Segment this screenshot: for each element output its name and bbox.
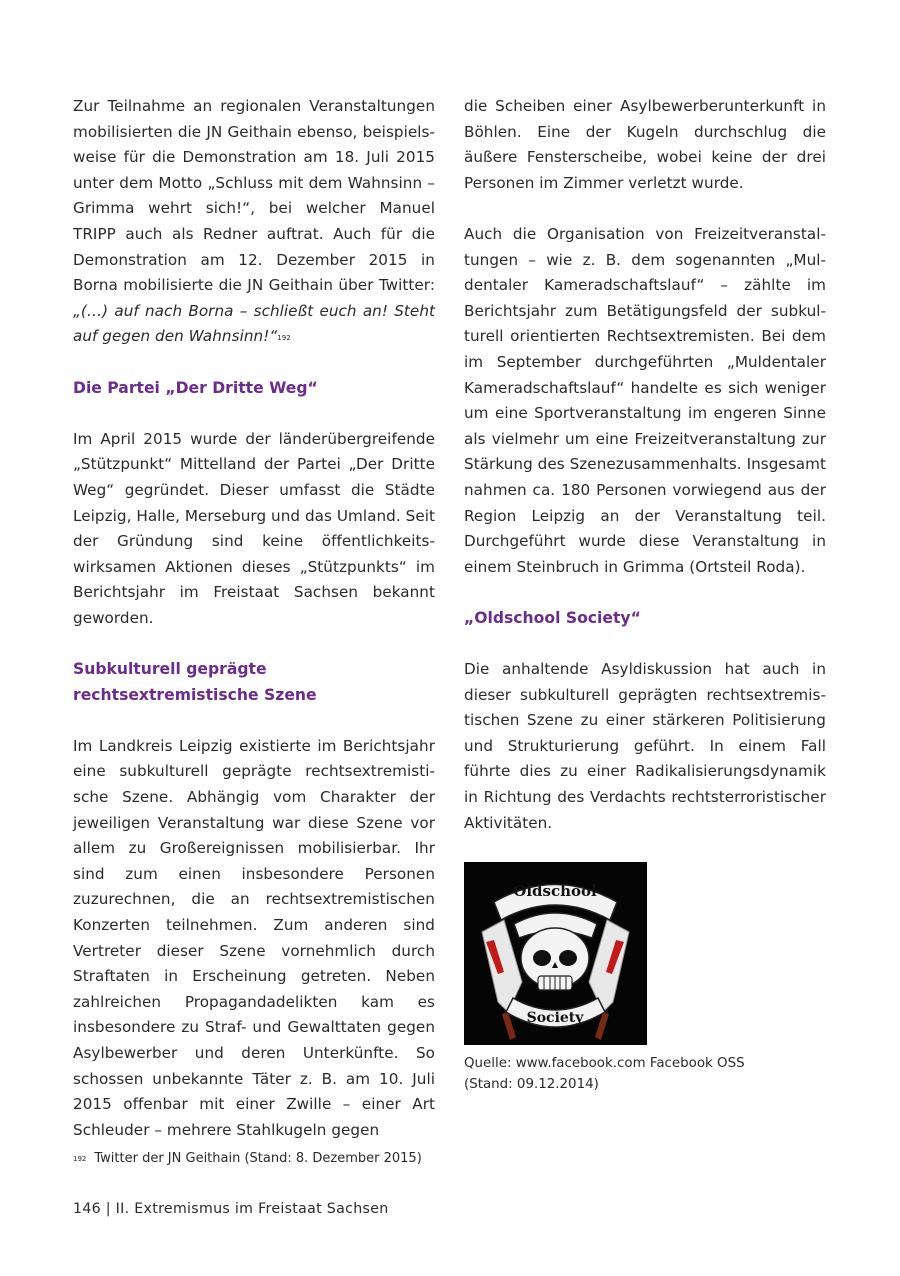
paragraph-dritte-weg: Im April 2015 wurde der länderübergreifende „Stützpunkt“ Mittelland der Partei „Der Dritte Weg“ gegründet. Dieser umfasst die Städte Leipzig, Halle, Merseburg und das Umland. Seit der Gründung sind keine öffentlichkeitswirksamen Aktionen dieses „Stützpunkts“ im Berichtsjahr im Freistaat Sachsen bekannt geworden. <box>73 429 435 627</box>
logo-top-text: Oldschool <box>513 881 597 900</box>
twitter-quote: „(…) auf nach Borna – schließt euch an! Steht auf gegen den Wahnsinn!“ <box>73 301 435 346</box>
heading-subkulturell: Subkulturell geprägte rechtsextremistische Szene <box>73 660 317 704</box>
skull-logo-icon <box>464 862 647 1045</box>
footnote-reference[interactable]: 192 <box>277 334 291 343</box>
footnote <box>73 1150 422 1168</box>
paragraph-jn-geithain <box>73 94 435 350</box>
logo-bottom-text: Society <box>526 1009 584 1026</box>
heading-dritte-weg: Die Partei „Der Dritte Weg“ <box>73 378 318 397</box>
paragraph-text: Zur Teilnahme an regionalen Veranstaltungen mobilisierten die JN Geithain ebenso, beispielsweise für die Demonstration am 18. Juli 2015 unter dem Motto „Schluss mit dem Wahnsinn – Grimma wehrt sich!“, bei welcher Manuel TRIPP auch als Redner auftrat. Auch für die Demonstration am 12. Dezember 2015 in Borna mobilisierte die JN Geithain über Twitter: <box>73 97 435 295</box>
paragraph-boehlen: die Scheiben einer Asylbewerberunterkunft in Böhlen. Eine der Kugeln durchschlug die äußere Fensterscheibe, wobei keine der drei Personen im Zimmer verletzt wurde. <box>464 97 826 192</box>
right-column <box>464 94 826 1096</box>
footnote-text: Twitter der JN Geithain (Stand: 8. Dezember 2015) <box>94 1151 422 1166</box>
page-footer: 146 | II. Extremismus im Freistaat Sachsen <box>73 1201 389 1217</box>
footnote-number: 192 <box>73 1155 87 1163</box>
oss-logo-image <box>464 862 647 1045</box>
heading-oldschool-society: „Oldschool Society“ <box>464 608 641 627</box>
caption-date: (Stand: 09.12.2014) <box>464 1077 599 1093</box>
image-caption <box>464 1053 826 1096</box>
left-column <box>73 94 435 1143</box>
paragraph-kameradschaftslauf: Auch die Organisation von Freizeitveranstaltungen – wie z. B. dem sogenannten „Muldentaler Kameradschaftslauf“ – zählte im Berichtsjahr zum Betätigungsfeld der subkulturell orientierten Rechtsextremisten. Bei dem im September durchgeführten „Muldentaler Kameradschaftslauf“ handelte es sich weniger um eine Sportveranstaltung im engeren Sinne als vielmehr um eine Freizeitveranstaltung zur Stärkung des Szenezusammenhalts. Insgesamt nahmen ca. 180 Personen vorwiegend aus der Region Leipzig an der Veranstaltung teil. Durchgeführt wurde diese Veranstaltung in einem Steinbruch in Grimma (Ortsteil Roda). <box>464 224 826 576</box>
paragraph-subkulturell: Im Landkreis Leipzig existierte im Berichtsjahr eine subkulturell geprägte rechtsextremistische Szene. Abhängig vom Charakter der jeweiligen Veranstaltung war diese Szene vor allem zu Großereignissen mobilisierbar. Ihr sind zum einen insbesondere Personen zuzurechnen, die an rechtsextremistischen Konzerten teilnehmen. Zum anderen sind Vertreter dieser Szene vornehmlich durch Straftaten in Erscheinung getreten. Neben zahlreichen Propagandadelikten kam es insbesondere zu Straf- und Gewalttaten gegen Asylbewerber und deren Unterkünfte. So schossen unbekannte Täter z. B. am 10. Juli 2015 offenbar mit einer Zwille – einer Art Schleuder – mehrere Stahlkugeln gegen <box>73 736 435 1139</box>
paragraph-asyldiskussion: Die anhaltende Asyldiskussion hat auch in dieser subkulturell geprägten rechtsextremistischen Szene zu einer stärkeren Politisierung und Strukturierung geführt. In einem Fall führte dies zu einer Radikalisierungsdynamik in Richtung des Verdachts rechtsterroristischer Aktivitäten. <box>464 660 826 832</box>
caption-source: Quelle: www.facebook.com Facebook OSS <box>464 1055 745 1071</box>
